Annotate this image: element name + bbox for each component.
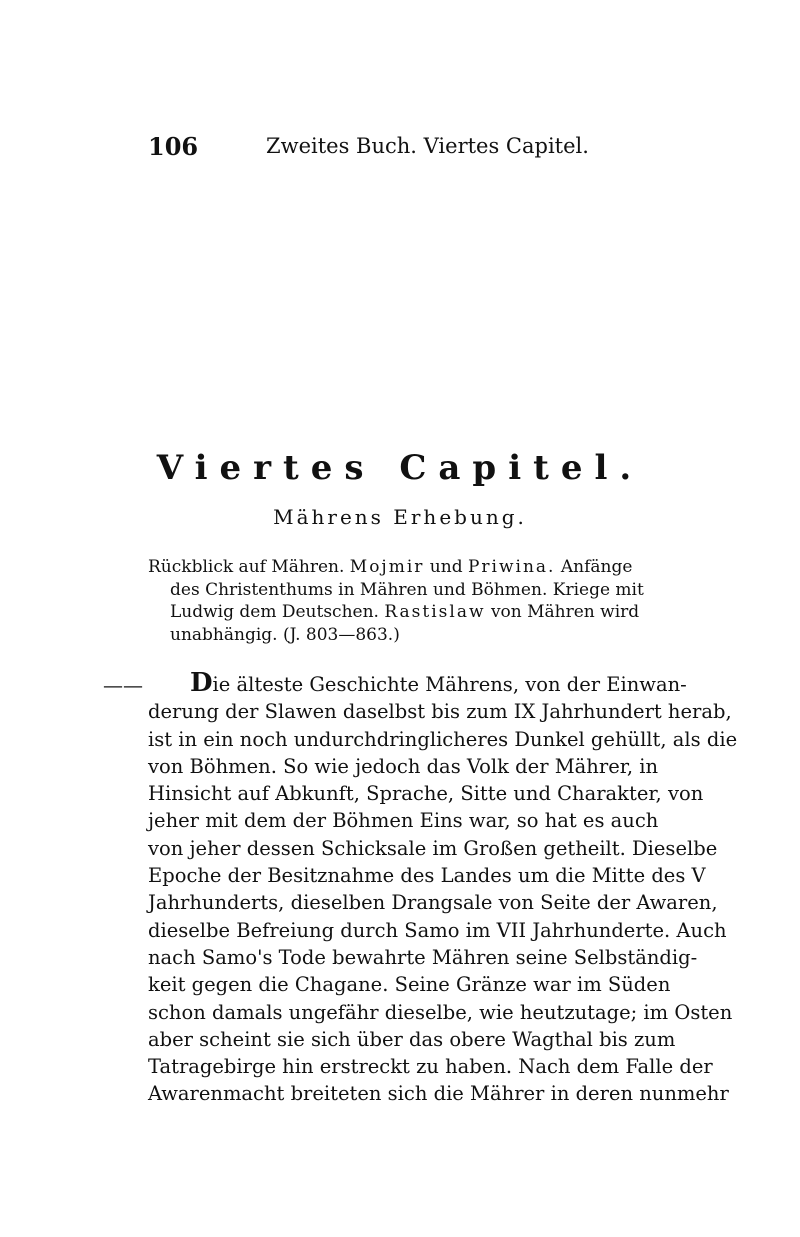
- body-line: von Böhmen. So wie jedoch das Volk der Mährer, in: [148, 754, 659, 778]
- body-line: keit gegen die Chagane. Seine Gränze war im Süden: [148, 973, 671, 997]
- body-line: derung der Slawen daselbst bis zum IX Jahrhundert herab,: [148, 700, 732, 724]
- em-dash: ——: [103, 673, 143, 697]
- body-line: jeher mit dem der Böhmen Eins war, so hat es auch: [148, 809, 659, 833]
- drop-cap: D: [190, 668, 213, 698]
- body-line: Epoche der Besitznahme des Landes um die Mitte des V: [148, 864, 706, 888]
- body-line: ist in ein noch undurchdringlicheres Dunkel gehüllt, als die: [148, 727, 738, 751]
- summary-line: des Christenthums in Mähren und Böhmen. Kriege mit: [170, 579, 644, 600]
- summary-line: Rückblick auf Mähren. Mojmir und Priwina. Anfänge: [148, 557, 633, 577]
- chapter-subtitle: Mährens Erhebung.: [273, 505, 527, 529]
- body-line: nach Samo's Tode bewahrte Mähren seine Selbständig-: [148, 945, 698, 969]
- body-line: von jeher dessen Schicksale im Großen getheilt. Dieselbe: [148, 836, 718, 860]
- summary-line: unabhängig. (J. 803—863.): [170, 624, 400, 645]
- body-line: aber scheint sie sich über das obere Wagthal bis zum: [148, 1027, 676, 1051]
- chapter-summary: [148, 556, 650, 646]
- summary-line: Ludwig dem Deutschen. Rastislaw von Mähren wird: [170, 602, 640, 622]
- body-line: schon damals ungefähr dieselbe, wie heutzutage; im Osten: [148, 1000, 733, 1024]
- body-line: Hinsicht auf Abkunft, Sprache, Sitte und Charakter, von: [148, 782, 704, 806]
- body-line: Tatragebirge hin erstreckt zu haben. Nach dem Falle der: [148, 1055, 713, 1079]
- body-line: Jahrhunderts, dieselben Drangsale von Seite der Awaren,: [148, 891, 718, 915]
- chapter-title: Viertes Capitel.: [156, 448, 644, 488]
- body-line: Awarenmacht breiteten sich die Mährer in deren nunmehr: [148, 1082, 729, 1106]
- body-text: [148, 668, 738, 1108]
- running-head: Zweites Buch. Viertes Capitel.: [266, 134, 589, 158]
- page-number: 106: [148, 132, 199, 161]
- body-line: dieselbe Befreiung durch Samo im VII Jahrhunderte. Auch: [148, 918, 727, 942]
- body-line: Die älteste Geschichte Mährens, von der Einwan-: [190, 668, 687, 698]
- running-header: [148, 132, 668, 172]
